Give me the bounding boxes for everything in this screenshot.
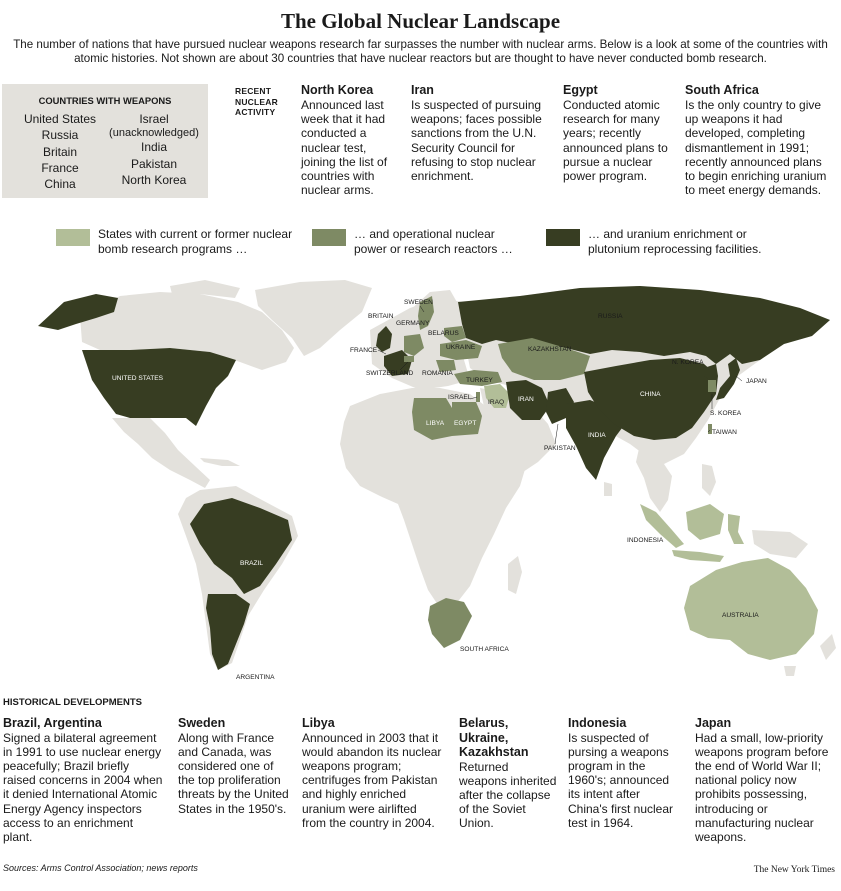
country-south-africa [428, 598, 472, 648]
weapons-box-title: COUNTRIES WITH WEAPONS [38, 95, 172, 106]
history-brazil-argentina [3, 716, 163, 844]
history-text: Returned weapons inherited after the collapse of the Soviet Union. [459, 759, 557, 831]
label-egypt: EGYPT [454, 420, 477, 427]
label-turkey: TURKEY [466, 377, 493, 384]
history-japan [695, 716, 831, 844]
legend-text-research: States with current or former nuclear bomb research programs … [98, 227, 293, 256]
note-text: Is the only country to give up weapons it had developed, completing dismantlement in 1991; recently announced plans to begin enriching uranium to meet energy demands. [685, 98, 827, 198]
history-belarus-ukraine-kazakhstan [459, 716, 559, 831]
label-united-states: UNITED STATES [112, 375, 164, 382]
weapons-country: China [44, 177, 76, 192]
label-australia: AUSTRALIA [722, 612, 759, 619]
history-text: Announced in 2003 that it would abandon its nuclear weapons program; centrifuges from Pakistan and highly enriched uranium were airlifted from the country in 2004. [302, 730, 442, 830]
label-pakistan: PAKISTAN [544, 445, 576, 452]
label-ukraine: UKRAINE [446, 344, 476, 351]
history-libya [302, 716, 442, 830]
land-new-guinea [752, 530, 808, 558]
history-text: Had a small, low-priority weapons program before the end of World War II; national policy now prohibits possessing, introducing or manufacturing nuclear weapons. [695, 730, 829, 844]
recent-note-iran [411, 83, 549, 183]
history-heading: Indonesia [568, 716, 627, 730]
history-heading: Sweden [178, 716, 226, 730]
label-belarus: BELARUS [428, 330, 459, 337]
land-indonesia-borneo [686, 504, 724, 540]
country-switzerland [404, 356, 414, 362]
legend-text-enrichment: … and uranium enrichment or plutonium reprocessing facilities. [588, 227, 762, 256]
country-south-korea [708, 380, 716, 392]
label-north-korea: N. KOREA [672, 359, 704, 366]
history-text: Is suspected of pursing a weapons program in the 1960's; announced its intent after China's first nuclear test in 1964. [568, 730, 673, 830]
legend-swatch-research [56, 229, 90, 246]
recent-note-egypt [563, 83, 675, 183]
land-indonesia-sulawesi [728, 514, 744, 544]
sources: Sources: Arms Control Association; news reports [3, 863, 198, 873]
weapons-country: Russia [41, 128, 79, 143]
legend-text-reactors: … and operational nuclear power or research reactors … [354, 227, 513, 256]
label-libya: LIBYA [426, 420, 445, 427]
label-south-africa: SOUTH AFRICA [460, 646, 509, 653]
weapons-col-1 [16, 111, 104, 192]
subtitle: The number of nations that have pursued nuclear weapons research far surpasses the number with nuclear arms. Below is a look at some of the countries with atomic histories. Not shown are about 30 countries that have nuclear reactors but are thought to have never conducted bomb research. [13, 38, 828, 65]
land-australia [684, 558, 818, 660]
history-heading: Belarus, Ukraine, Kazakhstan [459, 716, 529, 759]
recent-note-south-africa [685, 83, 835, 197]
history-indonesia [568, 716, 680, 830]
world-map [0, 268, 841, 695]
page-title: The Global Nuclear Landscape [280, 9, 561, 33]
credit: The New York Times [753, 865, 835, 875]
weapons-col-2 [106, 111, 202, 188]
label-switzerland: SWITZERLAND [366, 370, 414, 377]
history-text: Along with France and Canada, was considered one of the top proliferation threats by the United States in the 1950's. [178, 730, 289, 816]
label-iran: IRAN [518, 396, 534, 403]
land-madagascar [508, 556, 522, 594]
historical-label: HISTORICAL DEVELOPMENTS [3, 697, 142, 708]
weapons-country: Israel [139, 112, 169, 126]
label-germany: GERMANY [396, 320, 430, 327]
country-egypt [452, 402, 482, 436]
note-heading: South Africa [685, 83, 759, 97]
label-taiwan: TAIWAN [712, 429, 737, 436]
history-heading: Brazil, Argentina [3, 716, 102, 730]
label-russia: RUSSIA [598, 313, 623, 320]
note-heading: North Korea [301, 83, 374, 97]
label-india: INDIA [588, 432, 606, 439]
label-israel: ISRAEL [448, 394, 472, 401]
label-japan: JAPAN [746, 378, 767, 385]
history-heading: Japan [695, 716, 732, 730]
note-heading: Egypt [563, 83, 598, 97]
label-argentina: ARGENTINA [236, 674, 275, 681]
country-united-states [82, 348, 236, 426]
weapons-country: Pakistan [130, 156, 178, 171]
legend-swatch-enrichment [546, 229, 580, 246]
label-south-korea: S. KOREA [710, 410, 742, 417]
label-sweden: SWEDEN [404, 299, 433, 306]
land-tasmania [784, 666, 796, 676]
weapons-country: Britain [42, 144, 77, 159]
history-sweden [178, 716, 290, 816]
recent-activity-label: RECENT NUCLEAR ACTIVITY [235, 86, 278, 117]
leader-japan [736, 376, 742, 381]
label-china: CHINA [640, 391, 661, 398]
land-central-america [112, 418, 210, 488]
note-heading: Iran [411, 83, 434, 97]
history-text: Signed a bilateral agreement in 1991 to use nuclear energy peacefully; Brazil briefly raised concerns in 2004 when it denied International Atomic Energy Agency inspectors access to an enrichment plant. [3, 730, 163, 844]
label-britain: BRITAIN [368, 313, 394, 320]
weapons-box [2, 84, 208, 198]
weapons-country: North Korea [121, 172, 187, 187]
label-france: FRANCE [350, 347, 378, 354]
label-indonesia: INDONESIA [627, 537, 664, 544]
weapons-country: India [140, 140, 168, 155]
label-iraq: IRAQ [488, 399, 505, 406]
note-text: Is suspected of pursuing weapons; faces possible sanctions from the U.N. Security Council for refusing to stop nuclear enrichment. [411, 98, 542, 184]
weapons-country: United States [23, 112, 97, 126]
legend-swatch-reactors [312, 229, 346, 246]
land-philippines [702, 464, 716, 496]
note-text: Conducted atomic research for many years; recently announced plans to pursue a nuclear power program. [563, 98, 668, 184]
weapons-country-note: (unacknowledged) [109, 127, 199, 140]
note-text: Announced last week that it had conducted a nuclear test, joining the list of countries with nuclear arms. [301, 98, 388, 198]
land-new-zealand [820, 634, 836, 660]
weapons-country: France [41, 160, 79, 175]
recent-note-north-korea [301, 83, 401, 197]
history-heading: Libya [302, 716, 335, 730]
land-sri-lanka [604, 482, 612, 496]
label-brazil: BRAZIL [240, 560, 264, 567]
land-indonesia-java [672, 550, 724, 562]
land-cuba [200, 458, 240, 466]
leader-pakistan [555, 424, 558, 444]
label-romania: ROMANIA [422, 370, 453, 377]
label-kazakhstan: KAZAKHSTAN [528, 346, 572, 353]
